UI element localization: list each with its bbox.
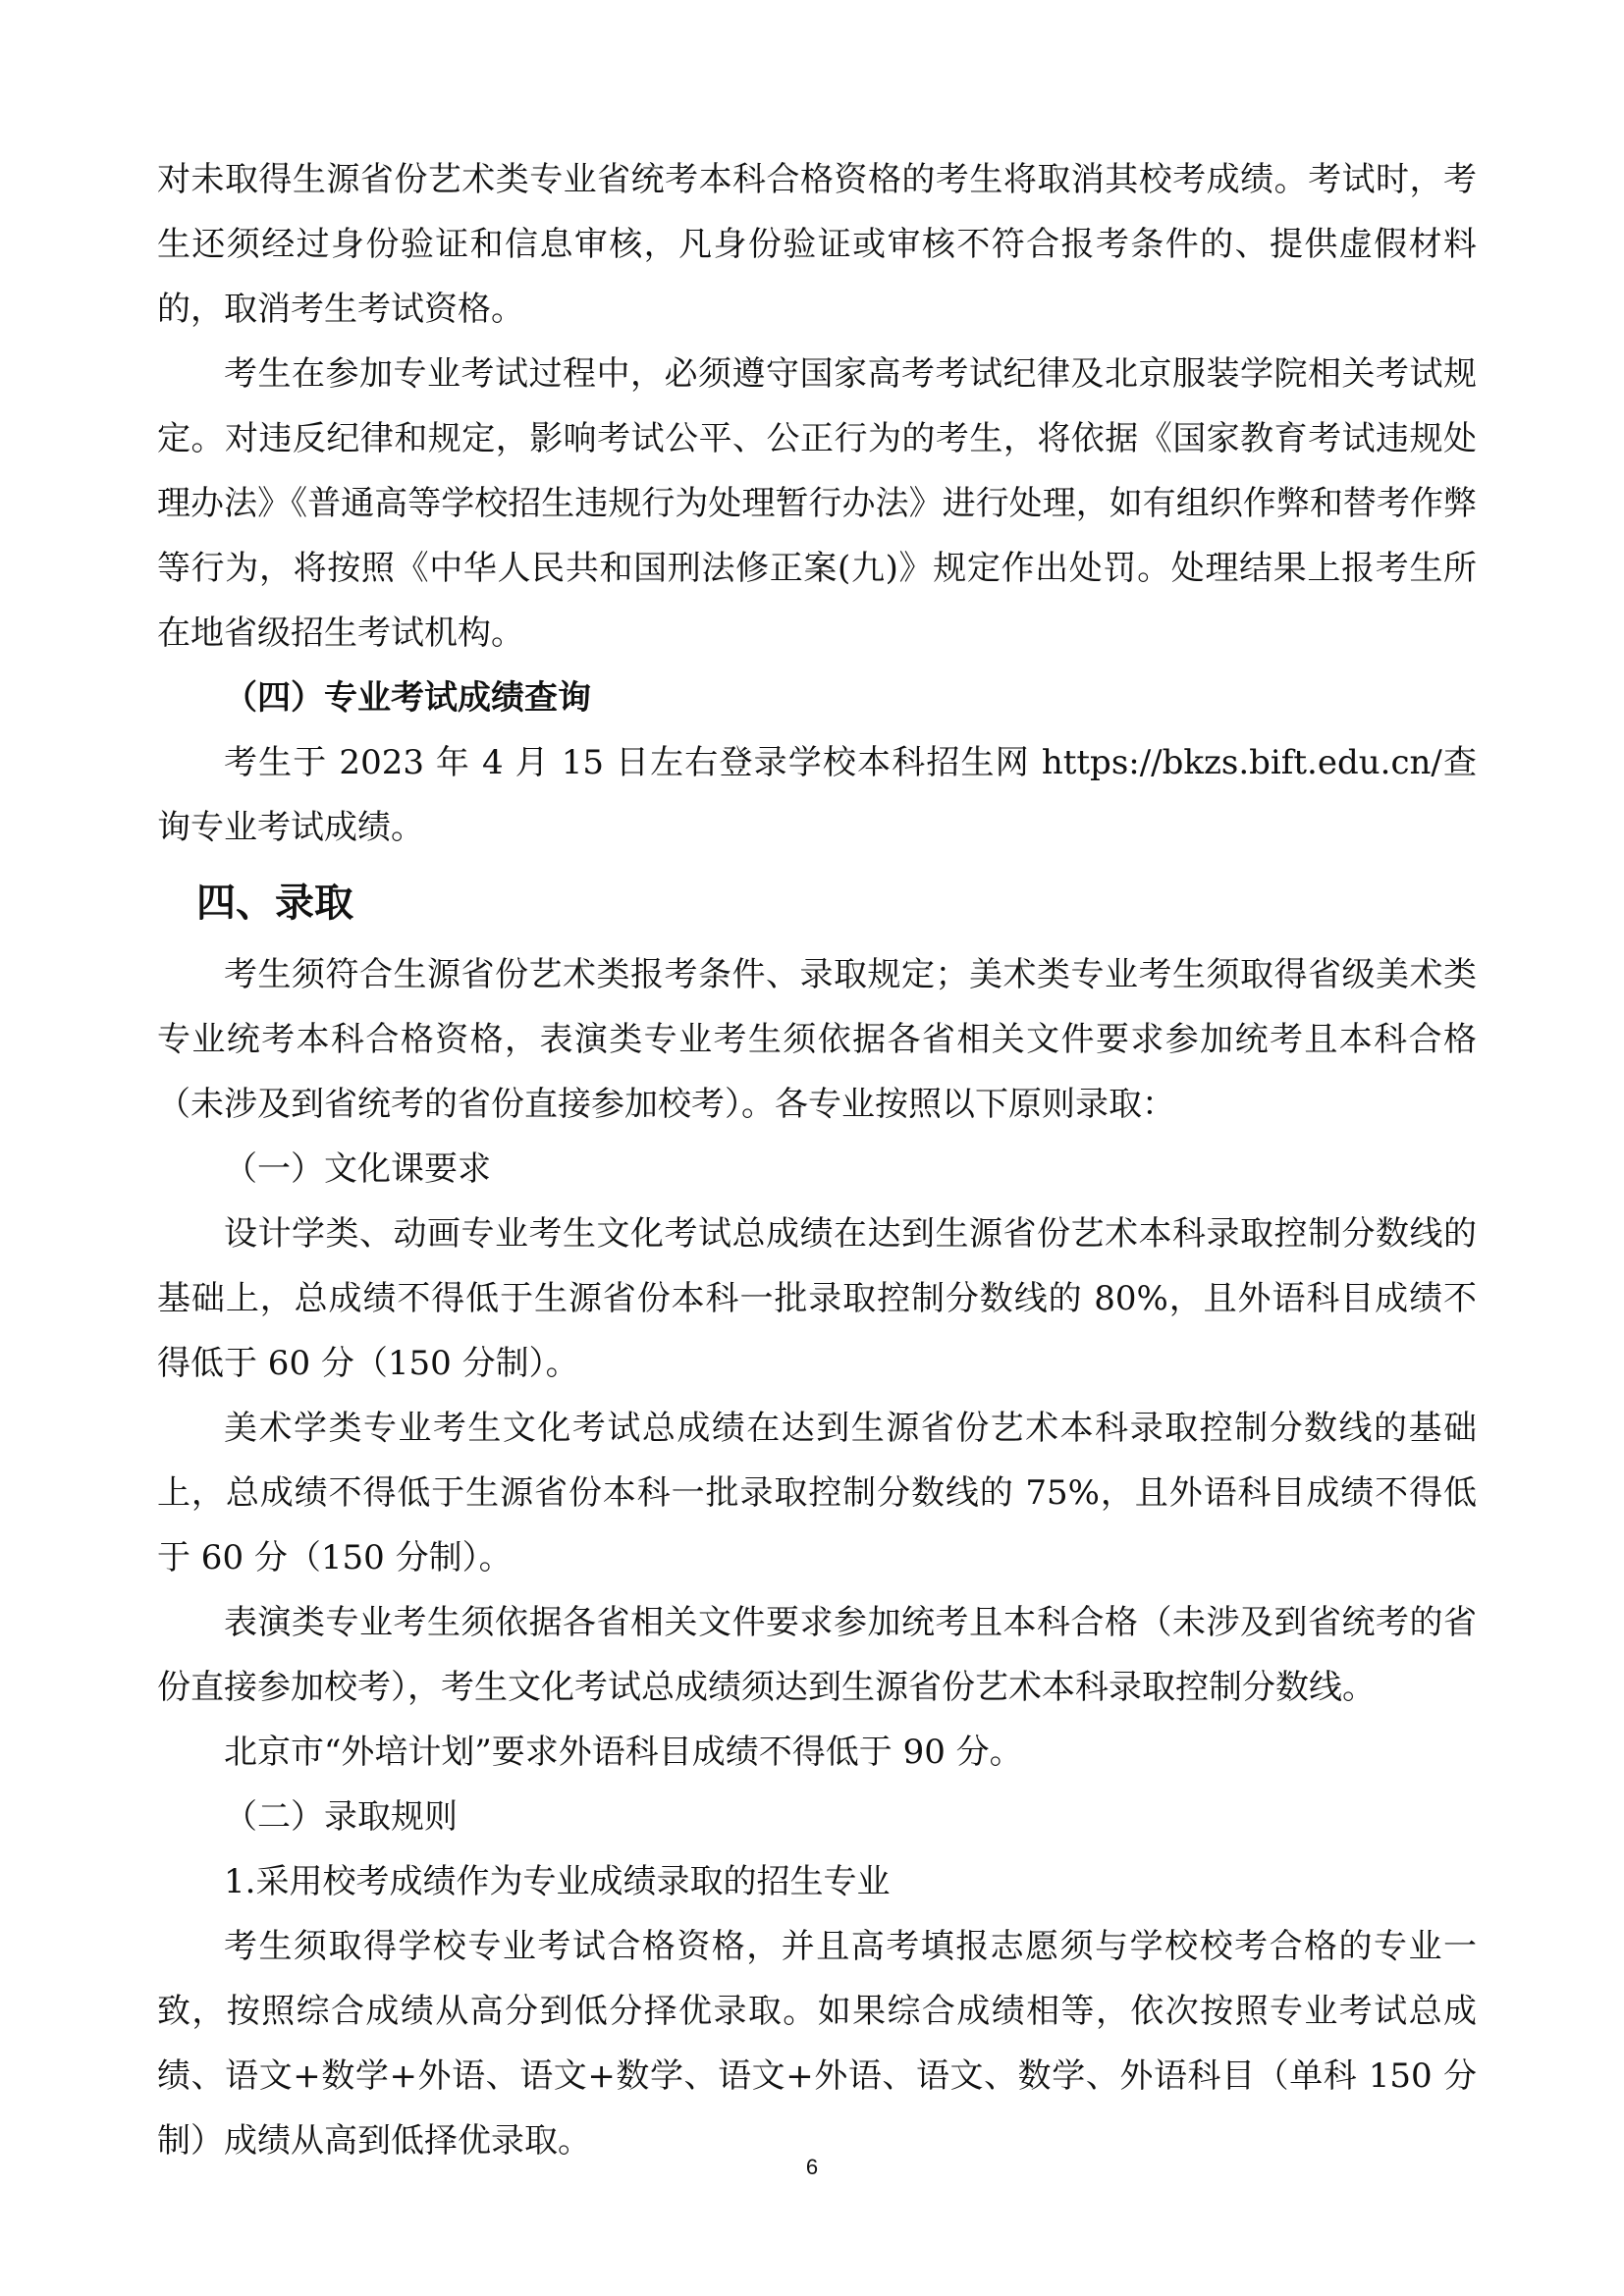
list-item-rule-1: 1.采用校考成绩作为专业成绩录取的招生专业 <box>224 1862 891 1901</box>
paragraph-performance-requirements: 表演类专业考生须依据各省相关文件要求参加统考且本科合格（未涉及到省统考的省份直接参加校考），考生文化考试总成绩须达到生源省份艺术本科录取控制分数线。 <box>157 1603 1477 1707</box>
paragraph-exam-disqualification: 对未取得生源省份艺术类专业省统考本科合格资格的考生将取消其校考成绩。考试时，考生还须经过身份验证和信息审核，凡身份验证或审核不符合报考条件的、提供虚假材料的，取消考生考试资格。 <box>157 160 1477 329</box>
paragraph-beijing-plan: 北京市“外培计划”要求外语科目成绩不得低于 90 分。 <box>224 1733 1023 1772</box>
paragraph-fine-arts-requirements: 美术学类专业考生文化考试总成绩在达到生源省份艺术本科录取控制分数线的基础上，总成绩不得低于生源省份本科一批录取控制分数线的 75%，且外语科目成绩不得低于 60 分（150 分制）。 <box>157 1409 1477 1577</box>
subheading-admission-rules: （二）录取规则 <box>224 1797 458 1837</box>
paragraph-exam-discipline: 考生在参加专业考试过程中，必须遵守国家高考考试纪律及北京服装学院相关考试规定。对违反纪律和规定，影响考试公平、公正行为的考生，将依据《国家教育考试违规处理办法》《普通高等学校招生违规行为处理暂行办法》进行处理，如有组织作弊和替考作弊等行为，将按照《中华人民共和国刑法修正案(九)》规定作出处罚。处理结果上报考生所在地省级招生考试机构。 <box>157 354 1477 653</box>
page-number: 6 <box>805 2155 819 2179</box>
subheading-culture-requirements: （一）文化课要求 <box>224 1149 491 1189</box>
subheading-score-query: （四）专业考试成绩查询 <box>224 678 591 718</box>
paragraph-admission-intro: 考生须符合生源省份艺术类报考条件、录取规定；美术类专业考生须取得省级美术类专业统考本科合格资格，表演类专业考生须依据各省相关文件要求参加统考且本科合格（未涉及到省统考的省份直接参加校考）。各专业按照以下原则录取： <box>157 955 1477 1124</box>
paragraph-score-query: 考生于 2023 年 4 月 15 日左右登录学校本科招生网 https://bkzs.bift.edu.cn/查询专业考试成绩。 <box>157 743 1477 847</box>
heading-admission: 四、录取 <box>196 881 353 926</box>
document-body <box>157 147 1477 2173</box>
paragraph-design-requirements: 设计学类、动画专业考生文化考试总成绩在达到生源省份艺术本科录取控制分数线的基础上，总成绩不得低于生源省份本科一批录取控制分数线的 80%，且外语科目成绩不得低于 60 分（150 分制）。 <box>157 1214 1477 1383</box>
paragraph-rule-1-detail: 考生须取得学校专业考试合格资格，并且高考填报志愿须与学校校考合格的专业一致，按照综合成绩从高分到低分择优录取。如果综合成绩相等，依次按照专业考试总成绩、语文+数学+外语、语文+数学、语文+外语、语文、数学、外语科目（单科 150 分制）成绩从高到低择优录取。 <box>157 1927 1477 2161</box>
